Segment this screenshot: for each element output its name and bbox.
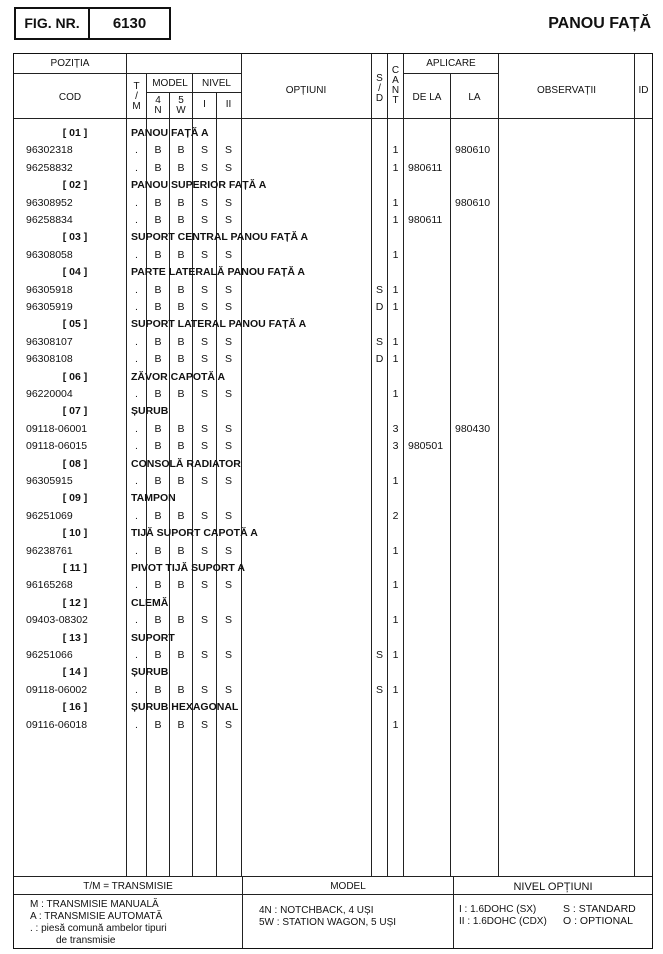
group-header-row (0, 456, 663, 473)
part-description: ȘURUB HEXAGONAL (131, 701, 239, 714)
sd-cell: S (375, 649, 383, 661)
col-header-pozitia: POZIȚIA (50, 58, 90, 69)
group-header-row (0, 403, 663, 420)
position-number: [ 12 ] (62, 596, 88, 609)
model-5w-cell: B (177, 614, 185, 627)
tm-cell: . (135, 544, 138, 557)
nivel-i-cell: S (200, 196, 208, 209)
quantity-cell: 1 (392, 283, 399, 296)
position-number: [ 04 ] (62, 266, 88, 279)
model-5w-cell: B (177, 161, 185, 174)
part-code: 96220004 (26, 388, 73, 400)
tm-cell: . (135, 475, 138, 487)
nivel-i-cell: S (200, 335, 208, 348)
table-row (0, 438, 663, 455)
group-header-row (0, 630, 663, 647)
legend-nivel-code: S : STANDARD (563, 903, 636, 915)
table-row (0, 543, 663, 560)
tm-cell: . (135, 649, 138, 661)
grid-line (14, 894, 652, 895)
sd-cell: S (375, 683, 383, 696)
tm-cell: . (135, 353, 138, 366)
model-4n-cell: B (154, 196, 162, 209)
nivel-ii-cell: S (224, 144, 232, 157)
model-4n-cell: B (154, 283, 162, 296)
nivel-ii-cell: S (224, 614, 232, 627)
part-description: TIJĂ SUPORT CAPOTĂ A (131, 527, 258, 540)
model-5w-cell: B (177, 579, 185, 592)
nivel-i-cell: S (200, 475, 208, 487)
col-header-5w: 5 W (176, 95, 186, 116)
nivel-ii-cell: S (224, 248, 232, 261)
model-5w-cell: B (177, 509, 185, 522)
model-5w-cell: B (177, 440, 185, 453)
position-number: [ 14 ] (62, 666, 88, 679)
grid-line (126, 73, 241, 74)
position-number: [ 02 ] (62, 179, 88, 192)
table-row (0, 212, 663, 229)
legend-nivel-line: I : 1.6DOHC (SX) (459, 904, 537, 915)
group-header-row (0, 125, 663, 142)
model-4n-cell: B (154, 214, 162, 226)
table-row (0, 682, 663, 699)
model-5w-cell: B (177, 422, 185, 435)
nivel-ii-cell: S (224, 422, 232, 435)
group-header-row (0, 560, 663, 577)
tm-cell: . (135, 301, 138, 313)
part-description: SUPORT CENTRAL PANOU FAȚĂ A (131, 231, 309, 244)
nivel-i-cell: S (200, 614, 208, 627)
nivel-ii-cell: S (224, 509, 232, 522)
model-4n-cell: B (154, 353, 162, 366)
tm-cell: . (135, 144, 138, 157)
nivel-i-cell: S (200, 353, 208, 366)
model-5w-cell: B (177, 683, 185, 696)
tm-cell: . (135, 283, 138, 296)
model-4n-cell: B (154, 579, 162, 592)
group-header-row (0, 316, 663, 333)
legend-model-title: MODEL (330, 881, 366, 892)
nivel-i-cell: S (200, 283, 208, 296)
group-header-row (0, 264, 663, 281)
position-number: [ 08 ] (62, 457, 88, 470)
position-number: [ 16 ] (62, 701, 88, 714)
nivel-i-cell: S (200, 718, 208, 731)
quantity-cell: 1 (392, 353, 399, 366)
nivel-i-cell: S (200, 248, 208, 261)
nivel-ii-cell: S (224, 283, 232, 296)
part-code: 96308108 (26, 353, 73, 366)
tm-cell: . (135, 440, 138, 453)
nivel-i-cell: S (200, 440, 208, 453)
nivel-i-cell: S (200, 422, 208, 435)
part-description: SUPORT LATERAL PANOU FAȚĂ A (131, 318, 307, 331)
tm-cell: . (135, 335, 138, 348)
group-header-row (0, 490, 663, 507)
part-code: 96308058 (26, 248, 73, 261)
tm-cell: . (135, 196, 138, 209)
quantity-cell: 1 (392, 248, 399, 261)
legend-model-line: 5W : STATION WAGON, 5 UȘI (259, 917, 397, 928)
tm-cell: . (135, 214, 138, 226)
position-number: [ 06 ] (62, 370, 88, 383)
model-5w-cell: B (177, 283, 185, 296)
tm-cell: . (135, 388, 138, 400)
quantity-cell: 1 (392, 161, 399, 174)
part-code: 96305918 (26, 283, 73, 296)
model-4n-cell: B (154, 544, 162, 557)
col-header-sd: S / D (375, 73, 384, 104)
nivel-i-cell: S (200, 649, 208, 661)
sd-cell: D (375, 301, 384, 313)
part-code: 96308107 (26, 335, 73, 348)
page-title: PANOU FAȚĂ (548, 15, 651, 32)
model-5w-cell: B (177, 544, 185, 557)
nivel-i-cell: S (200, 161, 208, 174)
quantity-cell: 1 (392, 301, 399, 313)
model-5w-cell: B (177, 144, 185, 157)
col-header-observatii: OBSERVAȚII (536, 85, 597, 96)
model-4n-cell: B (154, 388, 162, 400)
sd-cell: S (375, 283, 383, 296)
table-row (0, 577, 663, 594)
grid-line (14, 73, 126, 74)
nivel-i-cell: S (200, 214, 208, 226)
col-header-optiuni: OPȚIUNI (285, 85, 327, 96)
group-header-row (0, 177, 663, 194)
position-number: [ 07 ] (62, 405, 88, 418)
model-5w-cell: B (177, 475, 185, 487)
col-header-nivel: NIVEL (202, 78, 231, 89)
nivel-ii-cell: S (224, 196, 232, 209)
model-4n-cell: B (154, 422, 162, 435)
part-code: 09118-06002 (26, 683, 88, 696)
tm-cell: . (135, 718, 138, 731)
nivel-i-cell: S (200, 509, 208, 522)
nivel-i-cell: S (200, 544, 208, 557)
part-description: ȘURUB (131, 666, 169, 679)
col-header-la: LA (468, 92, 481, 103)
quantity-cell: 1 (392, 335, 399, 348)
table-row (0, 160, 663, 177)
model-4n-cell: B (154, 614, 162, 627)
figure-label: FIG. NR. (16, 9, 90, 38)
position-number: [ 01 ] (62, 127, 88, 139)
nivel-ii-cell: S (224, 301, 232, 313)
part-code: 96251066 (26, 649, 73, 661)
table-row (0, 247, 663, 264)
model-4n-cell: B (154, 248, 162, 261)
model-4n-cell: B (154, 301, 162, 313)
model-4n-cell: B (154, 161, 162, 174)
sd-cell: S (375, 335, 383, 348)
legend-nivel-code: O : OPTIONAL (563, 915, 634, 927)
model-5w-cell: B (177, 353, 185, 366)
model-4n-cell: B (154, 475, 162, 487)
model-5w-cell: B (177, 248, 185, 261)
quantity-cell: 1 (392, 214, 399, 226)
position-number: [ 10 ] (62, 527, 88, 540)
position-number: [ 05 ] (62, 318, 88, 331)
part-code: 96165268 (26, 579, 73, 592)
col-header-aplicare: APLICARE (426, 58, 476, 69)
quantity-cell: 3 (392, 440, 399, 453)
group-header-row (0, 229, 663, 246)
de-la-cell: 980501 (408, 440, 444, 453)
table-row (0, 142, 663, 159)
table-row (0, 282, 663, 299)
table-row (0, 334, 663, 351)
col-header-cod: COD (58, 92, 82, 103)
col-header-model: MODEL (152, 78, 188, 89)
legend-tm-line: A : TRANSMISIE AUTOMATĂ (30, 911, 163, 922)
model-4n-cell: B (154, 718, 162, 731)
part-description: PANOU FAȚĂ A (131, 127, 209, 139)
model-5w-cell: B (177, 214, 185, 226)
figure-number: 6130 (112, 15, 147, 32)
col-header-de-la: DE LA (412, 92, 442, 103)
col-header-4n: 4 N (154, 95, 162, 116)
legend-tm-title: T/M = TRANSMISIE (83, 881, 173, 892)
nivel-ii-cell: S (224, 718, 232, 731)
tm-cell: . (135, 683, 138, 696)
nivel-ii-cell: S (224, 649, 232, 661)
tm-cell: . (135, 614, 138, 627)
nivel-i-cell: S (200, 301, 208, 313)
part-code: 96308952 (26, 196, 73, 209)
position-number: [ 09 ] (62, 492, 88, 505)
figure-number-box (14, 7, 171, 40)
model-4n-cell: B (154, 440, 162, 453)
model-4n-cell: B (154, 649, 162, 661)
grid-line (403, 73, 498, 74)
quantity-cell: 1 (392, 614, 399, 627)
legend-nivel-title: NIVEL OPȚIUNI (513, 881, 593, 893)
part-code: 09403-08302 (26, 614, 88, 627)
table-row (0, 508, 663, 525)
part-description: PIVOT TIJĂ SUPORT A (131, 562, 245, 574)
part-description: TAMPON (131, 492, 176, 505)
model-4n-cell: B (154, 335, 162, 348)
nivel-ii-cell: S (224, 161, 232, 174)
nivel-ii-cell: S (224, 544, 232, 557)
quantity-cell: 1 (392, 388, 399, 400)
part-code: 96238761 (26, 544, 73, 557)
table-row (0, 612, 663, 629)
part-code: 09116-06018 (26, 718, 88, 731)
table-row (0, 299, 663, 316)
legend-model-line: 4N : NOTCHBACK, 4 UȘI (259, 905, 374, 916)
quantity-cell: 1 (392, 544, 399, 557)
nivel-i-cell: S (200, 388, 208, 400)
part-code: 96305915 (26, 475, 73, 487)
nivel-i-cell: S (200, 683, 208, 696)
nivel-ii-cell: S (224, 475, 232, 487)
nivel-i-cell: S (200, 144, 208, 157)
quantity-cell: 3 (392, 422, 399, 435)
part-code: 96251069 (26, 509, 73, 522)
group-header-row (0, 699, 663, 716)
nivel-ii-cell: S (224, 440, 232, 453)
part-code: 96305919 (26, 301, 73, 313)
model-5w-cell: B (177, 196, 185, 209)
nivel-ii-cell: S (224, 579, 232, 592)
nivel-ii-cell: S (224, 335, 232, 348)
position-number: [ 11 ] (63, 562, 87, 574)
la-cell: 980610 (455, 144, 491, 157)
group-header-row (0, 595, 663, 612)
quantity-cell: 1 (392, 718, 399, 731)
part-code: 09118-06001 (26, 422, 88, 435)
col-header-nivel-i: I (203, 99, 206, 110)
quantity-cell: 1 (392, 683, 399, 696)
model-5w-cell: B (177, 718, 185, 731)
legend-tm-line: M : TRANSMISIE MANUALĂ (30, 899, 159, 910)
table-row (0, 717, 663, 734)
model-4n-cell: B (154, 509, 162, 522)
col-header-nivel-ii: II (225, 99, 232, 110)
nivel-ii-cell: S (224, 683, 232, 696)
model-4n-cell: B (154, 144, 162, 157)
legend-tm-line: . : piesă comună ambelor tipuri (30, 923, 167, 934)
tm-cell: . (135, 422, 138, 435)
grid-line (14, 118, 652, 119)
nivel-ii-cell: S (224, 353, 232, 366)
part-description: CONSOLĂ RADIATOR (131, 457, 241, 470)
part-description: ȘURUB (131, 405, 169, 418)
la-cell: 980430 (455, 422, 491, 435)
col-header-id: ID (638, 85, 649, 96)
group-header-row (0, 369, 663, 386)
group-header-row (0, 664, 663, 681)
part-description: SUPORT (131, 631, 175, 644)
table-row (0, 421, 663, 438)
position-number: [ 03 ] (62, 231, 88, 244)
table-row (0, 195, 663, 212)
group-header-row (0, 525, 663, 542)
sd-cell: D (375, 353, 384, 366)
quantity-cell: 1 (392, 196, 399, 209)
part-code: 09118-06015 (26, 440, 88, 453)
table-row (0, 473, 663, 490)
quantity-cell: 1 (392, 144, 399, 157)
quantity-cell: 1 (392, 579, 399, 592)
tm-cell: . (135, 579, 138, 592)
quantity-cell: 2 (392, 509, 399, 522)
table-row (0, 351, 663, 368)
quantity-cell: 1 (392, 475, 399, 487)
tm-cell: . (135, 161, 138, 174)
part-description: PARTE LATERALĂ PANOU FAȚĂ A (131, 266, 306, 279)
quantity-cell: 1 (392, 649, 399, 661)
de-la-cell: 980611 (408, 214, 443, 226)
model-5w-cell: B (177, 649, 185, 661)
nivel-ii-cell: S (224, 214, 232, 226)
col-header-tm: T / M (132, 81, 141, 112)
legend-nivel-line: II : 1.6DOHC (CDX) (459, 916, 547, 927)
nivel-i-cell: S (200, 579, 208, 592)
col-header-cant: C A N T (391, 65, 400, 106)
model-5w-cell: B (177, 335, 185, 348)
part-code: 96258834 (26, 214, 73, 226)
table-row (0, 386, 663, 403)
tm-cell: . (135, 509, 138, 522)
part-description: PANOU SUPERIOR FAȚĂ A (131, 179, 267, 192)
grid-line (146, 92, 241, 93)
model-4n-cell: B (154, 683, 162, 696)
part-code: 96302318 (26, 144, 73, 157)
part-description: ZĂVOR CAPOTĂ A (131, 370, 226, 383)
legend-tm-line: de transmisie (56, 935, 116, 946)
part-code: 96258832 (26, 161, 73, 174)
de-la-cell: 980611 (408, 161, 443, 174)
nivel-ii-cell: S (224, 388, 232, 400)
table-row (0, 647, 663, 664)
la-cell: 980610 (455, 196, 491, 209)
position-number: [ 13 ] (62, 631, 88, 644)
model-5w-cell: B (177, 388, 185, 400)
tm-cell: . (135, 248, 138, 261)
grid-line (14, 876, 652, 877)
model-5w-cell: B (177, 301, 185, 313)
part-description: CLEMĂ (131, 596, 169, 609)
